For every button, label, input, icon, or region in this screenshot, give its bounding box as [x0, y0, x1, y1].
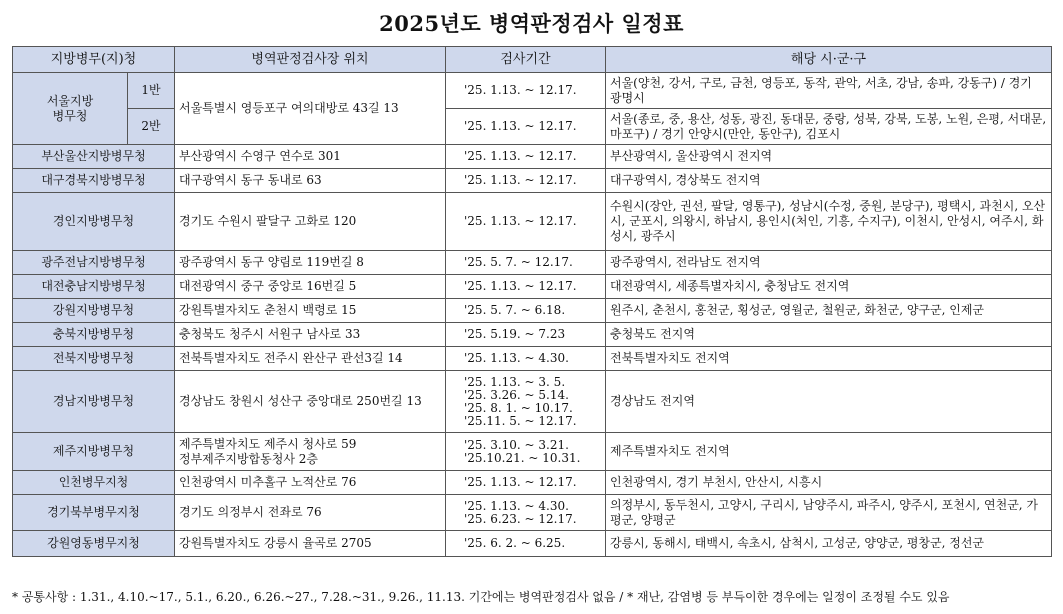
period-cell: '25. 1.13. ~ 12.17.: [446, 73, 606, 109]
location-cell: 경상남도 창원시 성산구 중앙대로 250번길 13: [175, 371, 446, 433]
office-cell: 강원지방병무청: [13, 299, 175, 323]
areas-cell: 강릉시, 동해시, 태백시, 속초시, 삼척시, 고성군, 양양군, 평창군, 정선군: [606, 531, 1052, 557]
table-row: [13, 347, 1052, 371]
table-row: [13, 433, 1052, 471]
areas-cell: 전북특별자치도 전지역: [606, 347, 1052, 371]
period-cell: '25. 1.13. ~ 12.17.: [446, 145, 606, 169]
period-cell: '25. 1.13. ~ 4.30.: [446, 347, 606, 371]
period-cell: '25. 1.13. ~ 12.17.: [446, 109, 606, 145]
office-cell: 제주지방병무청: [13, 433, 175, 471]
location-cell: 경기도 수원시 팔달구 고화로 120: [175, 193, 446, 251]
office-cell: 부산울산지방병무청: [13, 145, 175, 169]
table-row: [13, 109, 1052, 145]
location-cell: 서울특별시 영등포구 여의대방로 43길 13: [175, 73, 446, 145]
location-cell: 충청북도 청주시 서원구 남사로 33: [175, 323, 446, 347]
table-row: [13, 73, 1052, 109]
header-areas: 해당 시·군·구: [606, 47, 1052, 73]
period-cell: '25. 5.19. ~ 7.23: [446, 323, 606, 347]
location-cell: 전북특별자치도 전주시 완산구 관선3길 14: [175, 347, 446, 371]
office-cell: 경인지방병무청: [13, 193, 175, 251]
areas-cell: 인천광역시, 경기 부천시, 안산시, 시흥시: [606, 471, 1052, 495]
location-cell: 부산광역시 수영구 연수로 301: [175, 145, 446, 169]
table-row: [13, 531, 1052, 557]
office-cell: 강원영동병무지청: [13, 531, 175, 557]
office-cell: 대전충남지방병무청: [13, 275, 175, 299]
period-cell: '25. 1.13. ~ 12.17.: [446, 471, 606, 495]
team-cell: 1반: [128, 73, 175, 109]
table-row: [13, 251, 1052, 275]
table-row: [13, 169, 1052, 193]
office-cell: 인천병무지청: [13, 471, 175, 495]
period-cell: '25. 5. 7. ~ 6.18.: [446, 299, 606, 323]
areas-cell: 의정부시, 동두천시, 고양시, 구리시, 남양주시, 파주시, 양주시, 포천시, 연천군, 가평군, 양평군: [606, 495, 1052, 531]
office-cell: 경남지방병무청: [13, 371, 175, 433]
period-cell: '25. 1.13. ~ 12.17.: [446, 275, 606, 299]
period-cell: '25. 3.10. ~ 3.21. '25.10.21. ~ 10.31.: [446, 433, 606, 471]
period-cell: '25. 1.13. ~ 4.30. '25. 6.23. ~ 12.17.: [446, 495, 606, 531]
areas-cell: 서울(종로, 중, 용산, 성동, 광진, 동대문, 중랑, 성북, 강북, 도봉, 노원, 은평, 서대문, 마포구) / 경기 안양시(만안, 동안구), 김포시: [606, 109, 1052, 145]
period-cell: '25. 1.13. ~ 3. 5. '25. 3.26. ~ 5.14. '25. 8. 1. ~ 10.17. '25.11. 5. ~ 12.17.: [446, 371, 606, 433]
table-row: [13, 275, 1052, 299]
period-cell: '25. 1.13. ~ 12.17.: [446, 193, 606, 251]
table-row: [13, 495, 1052, 531]
location-cell: 대구광역시 동구 동내로 63: [175, 169, 446, 193]
period-cell: '25. 6. 2. ~ 6.25.: [446, 531, 606, 557]
location-cell: 강원특별자치도 강릉시 율곡로 2705: [175, 531, 446, 557]
office-cell: 서울지방 병무청: [13, 73, 128, 145]
period-cell: '25. 1.13. ~ 12.17.: [446, 169, 606, 193]
header-period: 검사기간: [446, 47, 606, 73]
location-cell: 강원특별자치도 춘천시 백령로 15: [175, 299, 446, 323]
table-row: [13, 193, 1052, 251]
areas-cell: 충청북도 전지역: [606, 323, 1052, 347]
location-cell: 대전광역시 중구 중앙로 16번길 5: [175, 275, 446, 299]
office-cell: 경기북부병무지청: [13, 495, 175, 531]
table-row: [13, 299, 1052, 323]
office-cell: 광주전남지방병무청: [13, 251, 175, 275]
header-office: 지방병무(지)청: [13, 47, 175, 73]
areas-cell: 광주광역시, 전라남도 전지역: [606, 251, 1052, 275]
table-row: [13, 323, 1052, 347]
office-cell: 충북지방병무청: [13, 323, 175, 347]
areas-cell: 경상남도 전지역: [606, 371, 1052, 433]
team-cell: 2반: [128, 109, 175, 145]
page-title: 2025년도 병역판정검사 일정표: [379, 11, 684, 36]
location-cell: 인천광역시 미추홀구 노적산로 76: [175, 471, 446, 495]
areas-cell: 부산광역시, 울산광역시 전지역: [606, 145, 1052, 169]
areas-cell: 서울(양천, 강서, 구로, 금천, 영등포, 동작, 관악, 서초, 강남, 송파, 강동구) / 경기 광명시: [606, 73, 1052, 109]
office-cell: 대구경북지방병무청: [13, 169, 175, 193]
header-row: [13, 47, 1052, 73]
footnote: * 공통사항 : 1.31., 4.10.~17., 5.1., 6.20., 6.26.~27., 7.28.~31., 9.26., 11.13. 기간에는 병역판정검사 없음 / * 재난, 감염병 등 부득이한 경우에는 일정이 조정될 수도 있음: [12, 590, 950, 604]
header-location: 병역판정검사장 위치: [175, 47, 446, 73]
table-row: [13, 471, 1052, 495]
table-row: [13, 145, 1052, 169]
areas-cell: 대전광역시, 세종특별자치시, 충청남도 전지역: [606, 275, 1052, 299]
office-cell: 전북지방병무청: [13, 347, 175, 371]
location-cell: 경기도 의정부시 전좌로 76: [175, 495, 446, 531]
areas-cell: 제주특별자치도 전지역: [606, 433, 1052, 471]
location-cell: 광주광역시 동구 양림로 119번길 8: [175, 251, 446, 275]
table-row: [13, 371, 1052, 433]
areas-cell: 대구광역시, 경상북도 전지역: [606, 169, 1052, 193]
areas-cell: 수원시(장안, 권선, 팔달, 영통구), 성남시(수정, 중원, 분당구), 평택시, 과천시, 오산시, 군포시, 의왕시, 하남시, 용인시(처인, 기흥, 수지구), 이천시, 안성시, 여주시, 화성시, 광주시: [606, 193, 1052, 251]
schedule-table: [12, 46, 1052, 557]
period-cell: '25. 5. 7. ~ 12.17.: [446, 251, 606, 275]
location-cell: 제주특별자치도 제주시 청사로 59 정부제주지방합동청사 2층: [175, 433, 446, 471]
areas-cell: 원주시, 춘천시, 홍천군, 횡성군, 영월군, 철원군, 화천군, 양구군, 인제군: [606, 299, 1052, 323]
